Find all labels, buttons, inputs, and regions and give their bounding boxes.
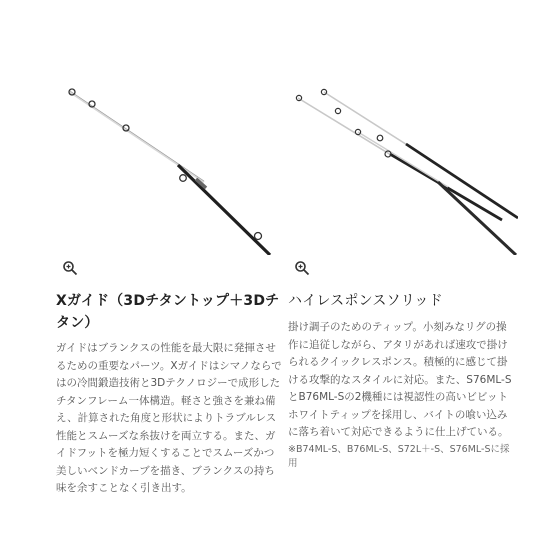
applicable-models-note: ※B74ML-S、B76ML-S、S72L＋-S、S76ML-Sに採用 xyxy=(288,444,510,469)
feature-description: ガイドはブランクスの性能を最大限に発揮させるための重要なパーツ。Xガイドはシマノならではの冷間鍛造技術と3Dテクノロジーで成形したチタンフレーム一体構造。軽さと強さを兼ね備え、計算された角度と形状によりトラブルレス性能とスムーズな糸抜けを両立する。また、ガイドフットを極力短くすることでスムーズかつ美しいベンドカーブを描き、ブランクスの持ち味を余すことなく引き出す。 xyxy=(56,342,282,494)
zoom-in-icon[interactable] xyxy=(62,260,78,276)
feature-title: ハイレスポンスソリッド xyxy=(288,293,443,309)
feature-description: 掛け調子のためのティップ。小刻みなリグの操作に追従しながら、アタリがあれば速攻で掛けられるクイックレスポンス。積極的に感じて掛ける攻撃的なスタイルに対応。また、S76ML-SとB76ML-Sの2機種には視認性の高いビビットホワイトティップを採用し、バイトの喰い込みに落ち着いて対応できるように仕上げている。 xyxy=(288,321,512,438)
zoom-in-icon[interactable] xyxy=(294,260,310,276)
solid-tip-rod-photo[interactable] xyxy=(288,70,518,255)
guide-rod-photo[interactable] xyxy=(56,70,286,255)
feature-title: Xガイド（3Dチタントップ＋3Dチタン） xyxy=(56,293,280,331)
